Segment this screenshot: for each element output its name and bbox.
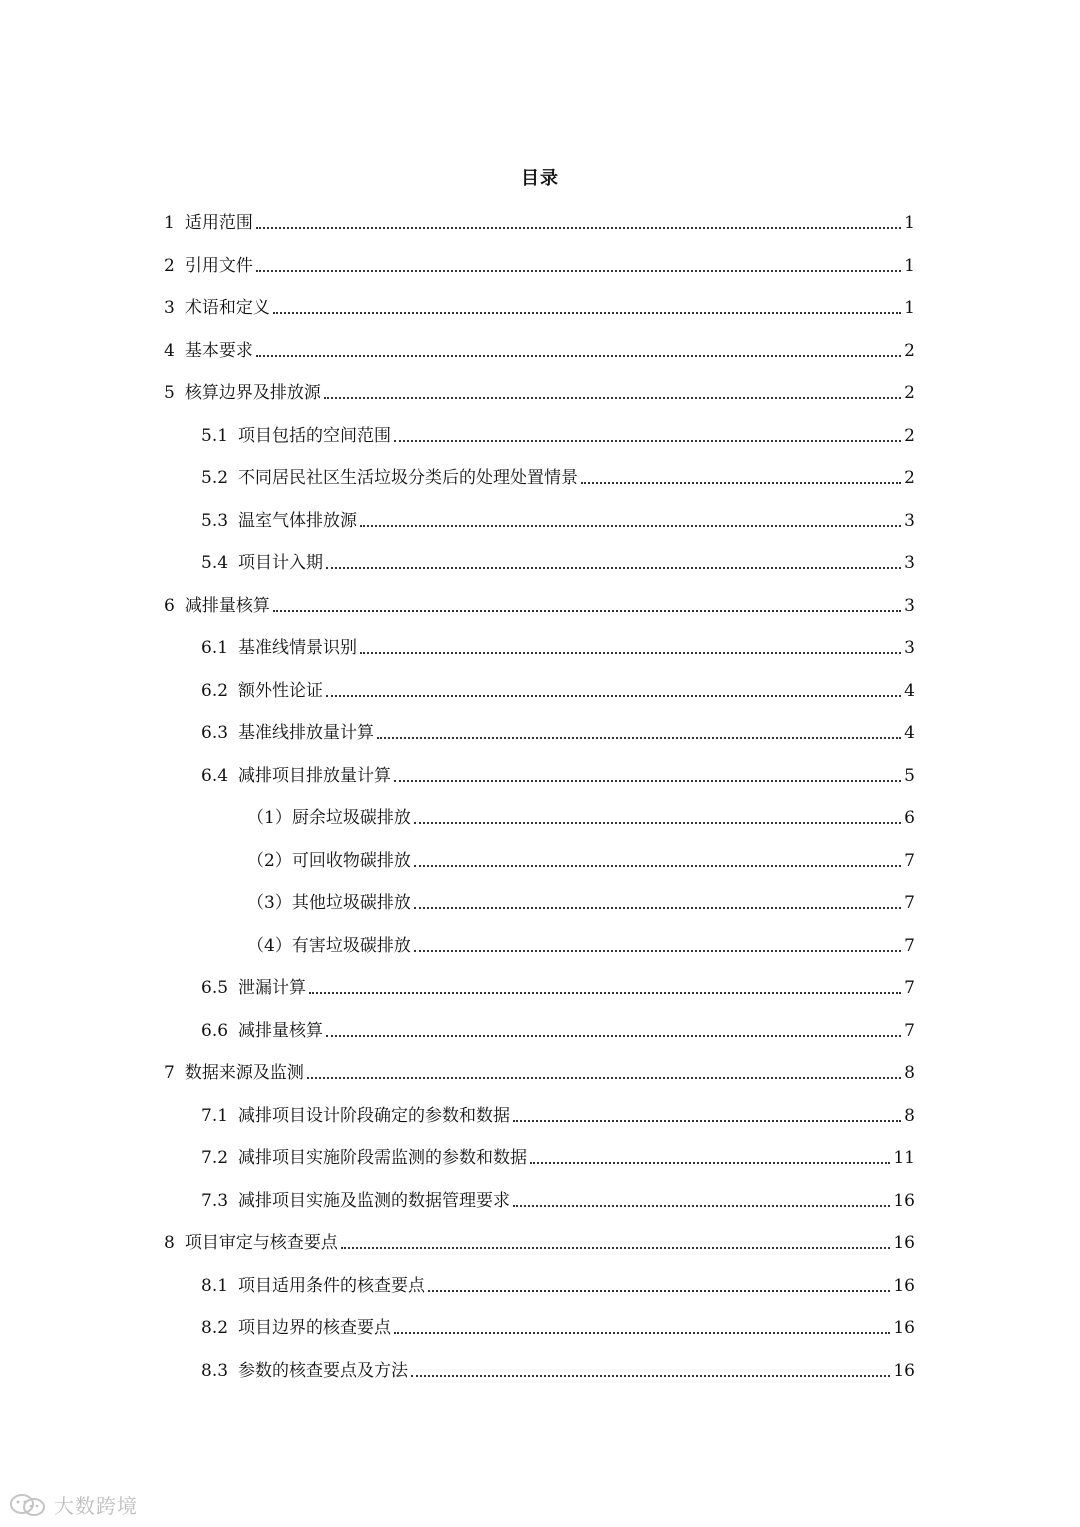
toc-entry-label: 引用文件 — [184, 256, 253, 276]
toc-entry-label: 项目审定与核查要点 — [184, 1233, 338, 1253]
toc-entry-page: 1 — [904, 298, 915, 318]
toc-leader-dots — [394, 1331, 890, 1334]
toc-entry[interactable] — [164, 380, 915, 406]
toc-entry-number: （1） — [247, 808, 292, 828]
toc-leader-dots — [394, 439, 901, 442]
toc-entry-page: 2 — [904, 341, 915, 361]
toc-entry-page: 7 — [904, 893, 915, 913]
toc-entry-label: 基准线排放量计算 — [238, 723, 375, 743]
toc-entry-number: 8 — [164, 1233, 175, 1253]
toc-entry-page: 4 — [904, 723, 915, 743]
watermark — [8, 1490, 138, 1519]
toc-entry-page: 16 — [893, 1191, 915, 1211]
toc-entry-page: 2 — [904, 468, 915, 488]
toc-entry[interactable] — [247, 890, 915, 916]
toc-entry-label: 减排项目排放量计算 — [238, 766, 392, 786]
toc-entry-page: 16 — [893, 1318, 915, 1338]
toc-entry-label: 减排项目设计阶段确定的参数和数据 — [238, 1106, 511, 1126]
toc-entry-page: 16 — [893, 1361, 915, 1381]
toc-leader-dots — [360, 651, 901, 654]
toc-entry[interactable] — [201, 465, 915, 491]
toc-entry-number: （2） — [247, 851, 292, 871]
toc-entry-number: 5.2 — [201, 468, 229, 488]
toc-entry[interactable] — [164, 593, 915, 619]
toc-entry-page: 4 — [904, 681, 915, 701]
toc-entry-number: 5.1 — [201, 426, 229, 446]
toc-entry[interactable] — [247, 848, 915, 874]
toc-entry[interactable] — [164, 338, 915, 364]
toc-leader-dots — [326, 1034, 901, 1037]
toc-leader-dots — [273, 609, 901, 612]
toc-entry[interactable] — [201, 678, 915, 704]
toc-entry-page: 7 — [904, 1021, 915, 1041]
toc-entry-label: 温室气体排放源 — [238, 511, 358, 531]
toc-entry-number: 8.1 — [201, 1276, 229, 1296]
toc-leader-dots — [256, 269, 901, 272]
toc-entry-number: 4 — [164, 341, 175, 361]
toc-leader-dots — [414, 821, 901, 824]
toc-entry-label: 项目计入期 — [238, 553, 324, 573]
toc-entry-label: 减排项目实施阶段需监测的参数和数据 — [238, 1148, 528, 1168]
toc-entry-label: 减排量核算 — [238, 1021, 324, 1041]
toc-entry[interactable] — [164, 253, 915, 279]
toc-leader-dots — [256, 354, 901, 357]
toc-entry[interactable] — [201, 423, 915, 449]
toc-entry-number: 8.2 — [201, 1318, 229, 1338]
toc-leader-dots — [513, 1119, 901, 1122]
toc-entry[interactable] — [164, 210, 915, 236]
toc-leader-dots — [394, 779, 901, 782]
toc-entry[interactable] — [201, 1273, 915, 1299]
toc-entry-page: 1 — [904, 213, 915, 233]
toc-entry-label: 减排量核算 — [184, 596, 270, 616]
toc-entry-page: 7 — [904, 936, 915, 956]
toc-leader-dots — [414, 864, 901, 867]
toc-entry-number: 6.6 — [201, 1021, 229, 1041]
toc-entry-number: 7.2 — [201, 1148, 229, 1168]
toc-entry-page: 3 — [904, 596, 915, 616]
toc-entry-page: 6 — [904, 808, 915, 828]
toc-entry-label: 可回收物碳排放 — [291, 851, 411, 871]
toc-entry-label: 核算边界及排放源 — [184, 383, 321, 403]
toc-entry-label: 其他垃圾碳排放 — [291, 893, 411, 913]
toc-entry-page: 2 — [904, 426, 915, 446]
toc-entry-label: 术语和定义 — [184, 298, 270, 318]
toc-leader-dots — [326, 694, 901, 697]
toc-entry-page: 5 — [904, 766, 915, 786]
toc-entry[interactable] — [201, 508, 915, 534]
toc-entry-label: 项目边界的核查要点 — [238, 1318, 392, 1338]
toc-leader-dots — [324, 396, 901, 399]
toc-entry-label: 项目包括的空间范围 — [238, 426, 392, 446]
toc-entry-label: 厨余垃圾碳排放 — [291, 808, 411, 828]
toc-entry-number: 6 — [164, 596, 175, 616]
toc-entry-label: 项目适用条件的核查要点 — [238, 1276, 426, 1296]
toc-entry-number: 7 — [164, 1063, 175, 1083]
toc-entry[interactable] — [201, 1358, 915, 1384]
toc-title: 目录 — [521, 168, 559, 189]
toc-entry-page: 3 — [904, 511, 915, 531]
toc-entry[interactable] — [247, 805, 915, 831]
toc-entry-page: 11 — [893, 1148, 915, 1168]
toc-leader-dots — [428, 1289, 890, 1292]
toc-entry-number: 6.1 — [201, 638, 229, 658]
toc-entry-number: 2 — [164, 256, 175, 276]
toc-entry-page: 2 — [904, 383, 915, 403]
toc-entry[interactable] — [201, 1018, 915, 1044]
toc-entry-page: 7 — [904, 978, 915, 998]
toc-entry-label: 泄漏计算 — [238, 978, 307, 998]
toc-leader-dots — [273, 311, 901, 314]
toc-leader-dots — [581, 481, 901, 484]
toc-entry-number: 5 — [164, 383, 175, 403]
toc-entry-page: 3 — [904, 553, 915, 573]
toc-entry[interactable] — [247, 933, 915, 959]
toc-entry-number: 6.3 — [201, 723, 229, 743]
toc-entry-page: 7 — [904, 851, 915, 871]
toc-entry-number: 8.3 — [201, 1361, 229, 1381]
toc-entry[interactable] — [164, 1060, 915, 1086]
toc-entry-number: 7.3 — [201, 1191, 229, 1211]
toc-entry-label: 不同居民社区生活垃圾分类后的处理处置情景 — [238, 468, 579, 488]
toc-entry[interactable] — [201, 1103, 915, 1129]
toc-entry[interactable] — [201, 763, 915, 789]
toc-leader-dots — [414, 949, 901, 952]
toc-entry[interactable] — [201, 975, 915, 1001]
toc-entry-number: 1 — [164, 213, 175, 233]
toc-leader-dots — [309, 991, 901, 994]
toc-leader-dots — [256, 226, 901, 229]
toc-entry-number: 5.4 — [201, 553, 229, 573]
toc-entry[interactable] — [201, 1145, 915, 1171]
toc-entry-label: 额外性论证 — [238, 681, 324, 701]
toc-entry-page: 16 — [893, 1233, 915, 1253]
toc-entry-page: 16 — [893, 1276, 915, 1296]
toc-leader-dots — [341, 1246, 891, 1249]
toc-entry-number: 5.3 — [201, 511, 229, 531]
toc-leader-dots — [360, 524, 901, 527]
wechat-logo-icon — [8, 1492, 48, 1518]
toc-entry-number: 6.5 — [201, 978, 229, 998]
toc-entry-number: （3） — [247, 893, 292, 913]
toc-entry-label: 数据来源及监测 — [184, 1063, 304, 1083]
toc-leader-dots — [530, 1161, 890, 1164]
toc-entry-number: 7.1 — [201, 1106, 229, 1126]
toc-entry-page: 1 — [904, 256, 915, 276]
toc-entry-label: 基准线情景识别 — [238, 638, 358, 658]
toc-entry-page: 8 — [904, 1106, 915, 1126]
toc-entry-label: 基本要求 — [184, 341, 253, 361]
toc-entry[interactable] — [164, 1230, 915, 1256]
toc-entry-page: 3 — [904, 638, 915, 658]
toc-entry-number: 6.2 — [201, 681, 229, 701]
toc-leader-dots — [513, 1204, 890, 1207]
toc-entry-label: 有害垃圾碳排放 — [291, 936, 411, 956]
toc-entry-number: 6.4 — [201, 766, 229, 786]
toc-entry-number: 3 — [164, 298, 175, 318]
toc-entry[interactable] — [201, 720, 915, 746]
toc-leader-dots — [414, 906, 901, 909]
watermark-text: 大数跨境 — [54, 1494, 138, 1518]
toc-entry-label: 参数的核查要点及方法 — [238, 1361, 409, 1381]
toc-entry[interactable] — [201, 1188, 915, 1214]
toc-entry-page: 8 — [904, 1063, 915, 1083]
toc-entry[interactable] — [201, 550, 915, 576]
toc-entry[interactable] — [164, 295, 915, 321]
toc-entry[interactable] — [201, 1315, 915, 1341]
toc-entry-number: （4） — [247, 936, 292, 956]
toc-leader-dots — [326, 566, 901, 569]
toc-leader-dots — [377, 736, 901, 739]
toc-leader-dots — [307, 1076, 901, 1079]
toc-entry[interactable] — [201, 635, 915, 661]
toc-entry-label: 减排项目实施及监测的数据管理要求 — [238, 1191, 511, 1211]
toc-entry-label: 适用范围 — [184, 213, 253, 233]
toc-leader-dots — [411, 1374, 890, 1377]
